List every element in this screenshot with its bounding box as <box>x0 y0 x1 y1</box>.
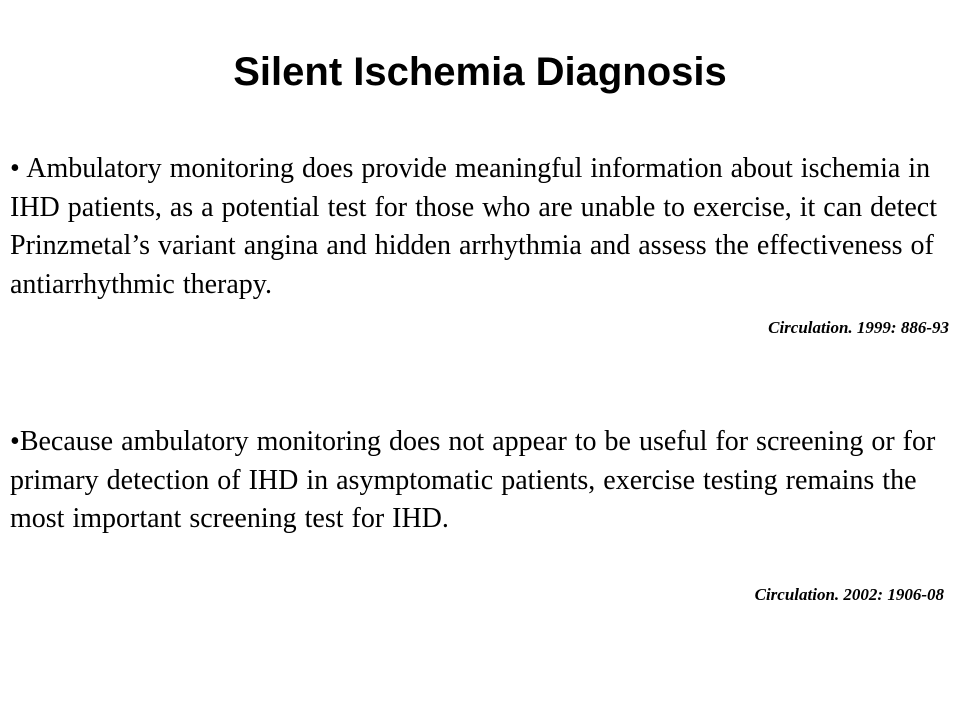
bullet-marker: • <box>10 153 27 184</box>
bullet-marker: • <box>10 426 20 457</box>
slide-title: Silent Ischemia Diagnosis <box>233 50 727 94</box>
citation: Circulation. 1999: 886-93 <box>768 318 949 337</box>
bullet-item <box>10 423 952 539</box>
bullet-text: Because ambulatory monitoring does not appear to be useful for screening or for primary detection of IHD in asymptomatic patients, exercise testing remains the most important screening test for IHD. <box>10 426 936 534</box>
bullet-item <box>10 150 952 304</box>
bullet-text: Ambulatory monitoring does provide meaningful information about ischemia in IHD patients, as a potential test for those who are unable to exercise, it can detect Prinzmetal’s variant angina and hidden arrhythmia and assess the effectiveness of antiarrhythmic therapy. <box>10 153 937 300</box>
citation: Circulation. 2002: 1906-08 <box>754 585 944 604</box>
